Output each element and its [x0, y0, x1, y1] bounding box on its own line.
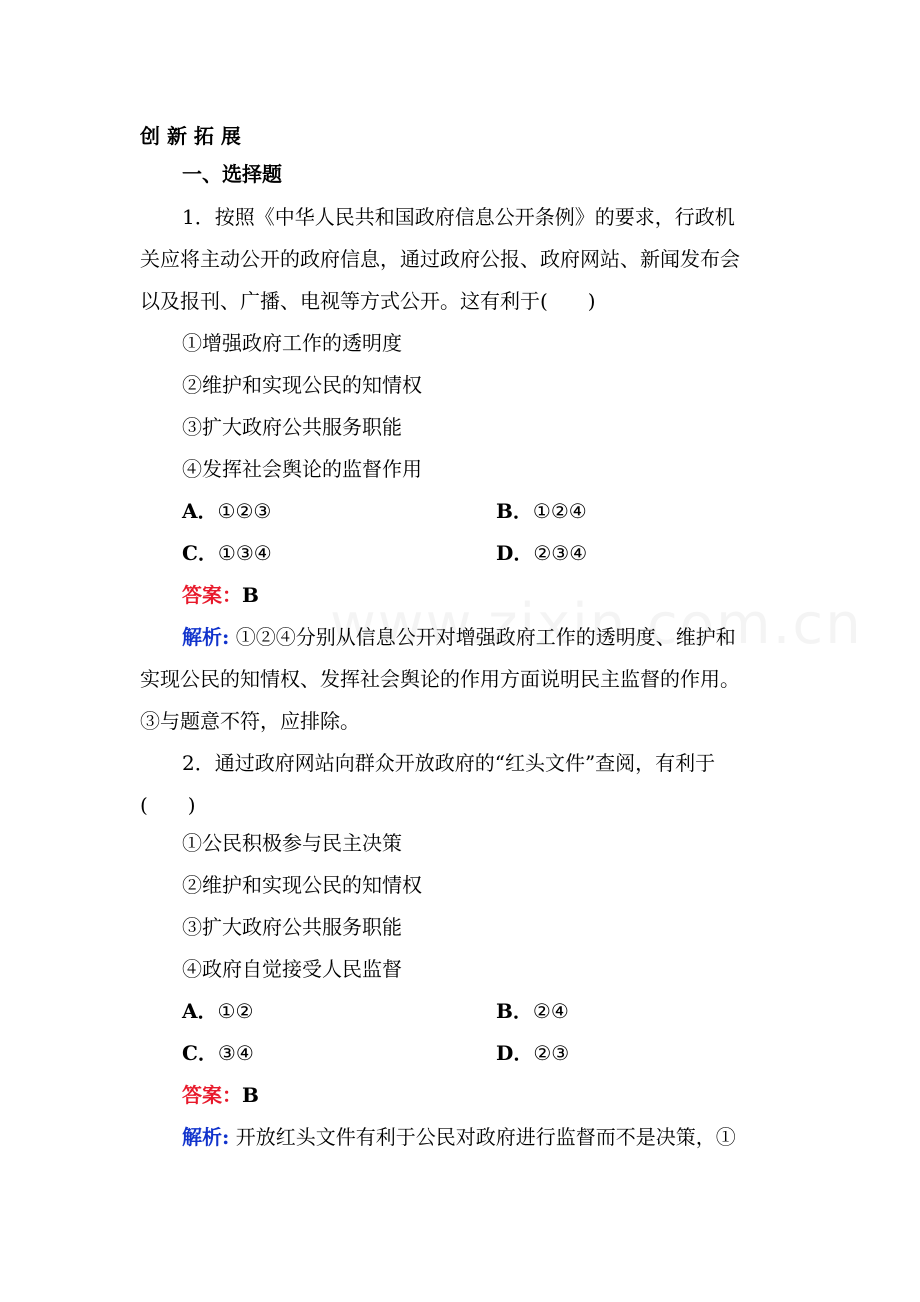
option-text: ②③ — [533, 1041, 570, 1065]
page-heading: 创 新 拓 展 — [140, 124, 241, 148]
q2-option-b[interactable] — [496, 997, 569, 1025]
q1-option-a[interactable] — [182, 497, 271, 525]
q1-answer — [182, 581, 259, 609]
q2-option-a[interactable] — [182, 997, 253, 1025]
option-label: D． — [496, 1041, 534, 1065]
q1-item-2: ②维护和实现公民的知情权 — [182, 373, 422, 397]
q2-option-d[interactable] — [496, 1039, 569, 1067]
answer-value: B — [242, 583, 259, 607]
option-text: ①②④ — [532, 499, 587, 523]
analysis-label: 解析: — [182, 1125, 230, 1149]
q1-option-c[interactable] — [182, 539, 272, 567]
analysis-text: ①②④分别从信息公开对增强政府工作的透明度、维护和 — [229, 625, 736, 649]
option-label: C． — [182, 1041, 218, 1065]
q1-analysis-line-3: ③与题意不符，应排除。 — [140, 709, 360, 733]
analysis-text: 开放红头文件有利于公民对政府进行监督而不是决策，① — [229, 1125, 736, 1149]
q1-stem-line-3: 以及报刊、广播、电视等方式公开。这有利于( ) — [140, 289, 596, 313]
option-label: A． — [182, 999, 218, 1023]
option-text: ①③④ — [217, 541, 272, 565]
option-text: ③④ — [217, 1041, 254, 1065]
option-text: ②④ — [532, 999, 569, 1023]
analysis-label: 解析: — [182, 625, 230, 649]
option-text: ①②③ — [217, 499, 272, 523]
option-label: C． — [182, 541, 218, 565]
answer-label: 答案： — [182, 1083, 242, 1107]
section-title: 一、选择题 — [182, 162, 282, 186]
option-text: ②③④ — [533, 541, 588, 565]
q1-stem-line-2: 关应将主动公开的政府信息，通过政府公报、政府网站、新闻发布会 — [140, 247, 740, 271]
q1-option-b[interactable] — [496, 497, 587, 525]
option-label: B． — [496, 499, 533, 523]
option-label: D． — [496, 541, 534, 565]
q1-stem-line-1: 1．按照《中华人民共和国政府信息公开条例》的要求，行政机 — [182, 205, 735, 229]
answer-label: 答案： — [182, 583, 242, 607]
option-text: ①② — [217, 999, 254, 1023]
q1-item-4: ④发挥社会舆论的监督作用 — [182, 457, 422, 481]
q1-item-1: ①增强政府工作的透明度 — [182, 331, 402, 355]
q2-item-4: ④政府自觉接受人民监督 — [182, 957, 402, 981]
q2-stem-line-1: 2．通过政府网站向群众开放政府的“红头文件”查阅，有利于 — [182, 751, 716, 775]
q2-option-c[interactable] — [182, 1039, 254, 1067]
q2-item-1: ①公民积极参与民主决策 — [182, 831, 402, 855]
q2-stem-line-2: ( ) — [140, 793, 196, 817]
option-label: B． — [496, 999, 533, 1023]
option-label: A． — [182, 499, 218, 523]
q2-item-3: ③扩大政府公共服务职能 — [182, 915, 402, 939]
q1-item-3: ③扩大政府公共服务职能 — [182, 415, 402, 439]
q1-analysis-line-2: 实现公民的知情权、发挥社会舆论的作用方面说明民主监督的作用。 — [140, 667, 740, 691]
q2-item-2: ②维护和实现公民的知情权 — [182, 873, 422, 897]
q2-analysis-line-1 — [182, 1123, 736, 1151]
q1-analysis-line-1 — [182, 623, 736, 651]
answer-value: B — [242, 1083, 259, 1107]
q2-answer — [182, 1081, 259, 1109]
q1-option-d[interactable] — [496, 539, 587, 567]
